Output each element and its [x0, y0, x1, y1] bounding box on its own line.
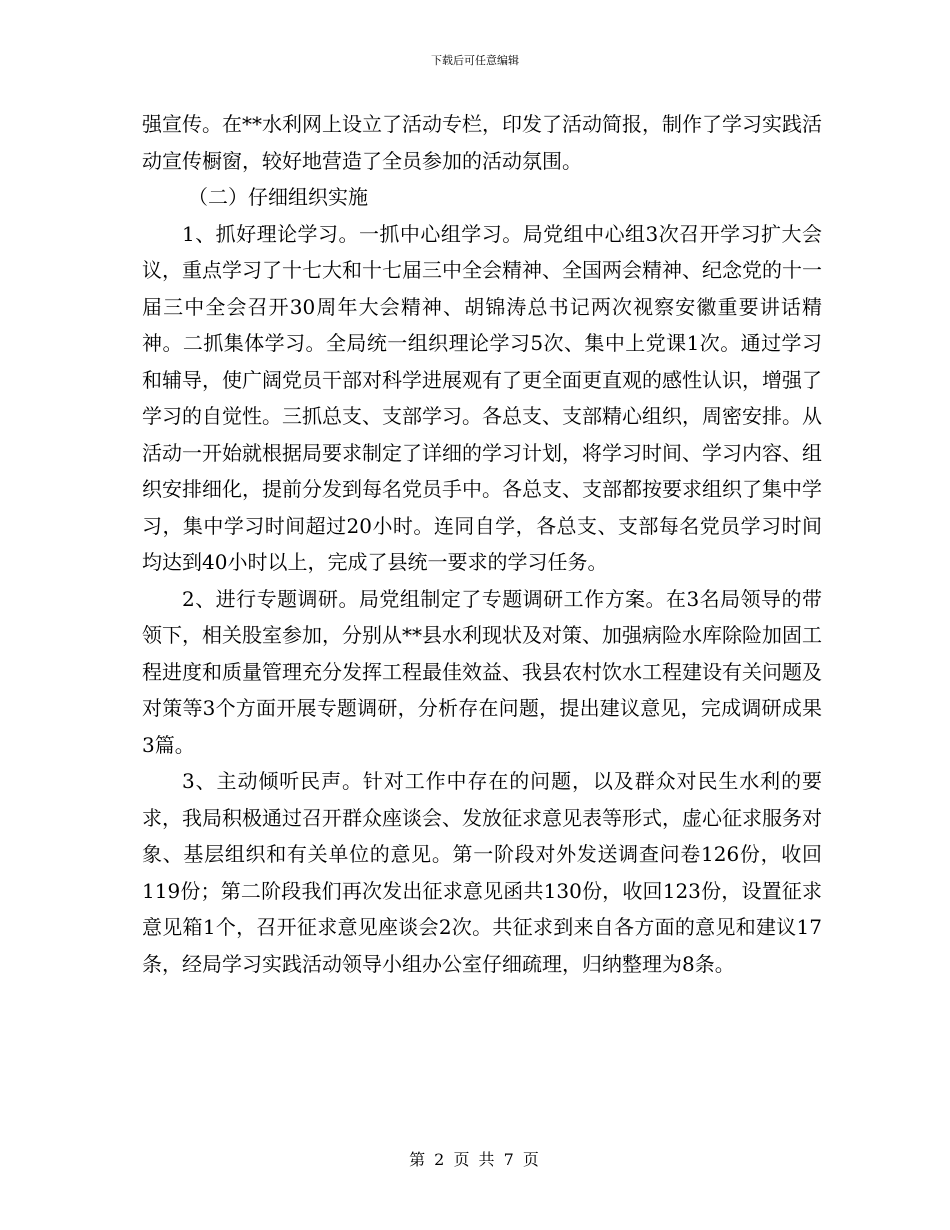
paragraph-special-research: 2、进行专题调研。局党组制定了专题调研工作方案。在3名局领导的带领下，相关股室参加，分别从**县水利现状及对策、加强病险水库除险加固工程进度和质量管理充分发挥工程最佳效益、我县农村饮水工程建设有关问题及对策等3个方面开展专题调研，分析存在问题，提出建议意见，完成调研成果3篇。	[142, 586, 822, 757]
document-body	[142, 106, 822, 982]
page-footer: 第 2 页 共 7 页	[409, 1150, 541, 1169]
paragraph-public-opinion: 3、主动倾听民声。针对工作中存在的问题，以及群众对民生水利的要求，我局积极通过召开群众座谈会、发放征求意见表等形式，虚心征求服务对象、基层组织和有关单位的意见。第一阶段对外发送调查问卷126份，收回119份；第二阶段我们再次发出征求意见函共130份，收回123份，设置征求意见箱1个，召开征求意见座谈会2次。共征求到来自各方面的意见和建议17条，经局学习实践活动领导小组办公室仔细疏理，归纳整理为8条。	[142, 769, 822, 976]
section-subheading: （二）仔细组织实施	[188, 185, 368, 209]
page-header: 下载后可任意编辑	[431, 54, 519, 67]
paragraph-continuation: 强宣传。在**水利网上设立了活动专栏，印发了活动简报，制作了学习实践活动宣传橱窗，较好地营造了全员参加的活动氛围。	[142, 112, 822, 173]
paragraph-theory-study: 1、抓好理论学习。一抓中心组学习。局党组中心组3次召开学习扩大会议，重点学习了十七大和十七届三中全会精神、全国两会精神、纪念党的十一届三中全会召开30周年大会精神、胡锦涛总书记两次视察安徽重要讲话精神。二抓集体学习。全局统一组织理论学习5次、集中上党课1次。通过学习和辅导，使广阔党员干部对科学进展观有了更全面更直观的感性认识，增强了学习的自觉性。三抓总支、支部学习。各总支、支部精心组织，周密安排。从活动一开始就根据局要求制定了详细的学习计划，将学习时间、学习内容、组织安排细化，提前分发到每名党员手中。各总支、支部都按要求组织了集中学习，集中学习时间超过20小时。连同自学，各总支、支部每名党员学习时间均达到40小时以上，完成了县统一要求的学习任务。	[142, 221, 822, 574]
